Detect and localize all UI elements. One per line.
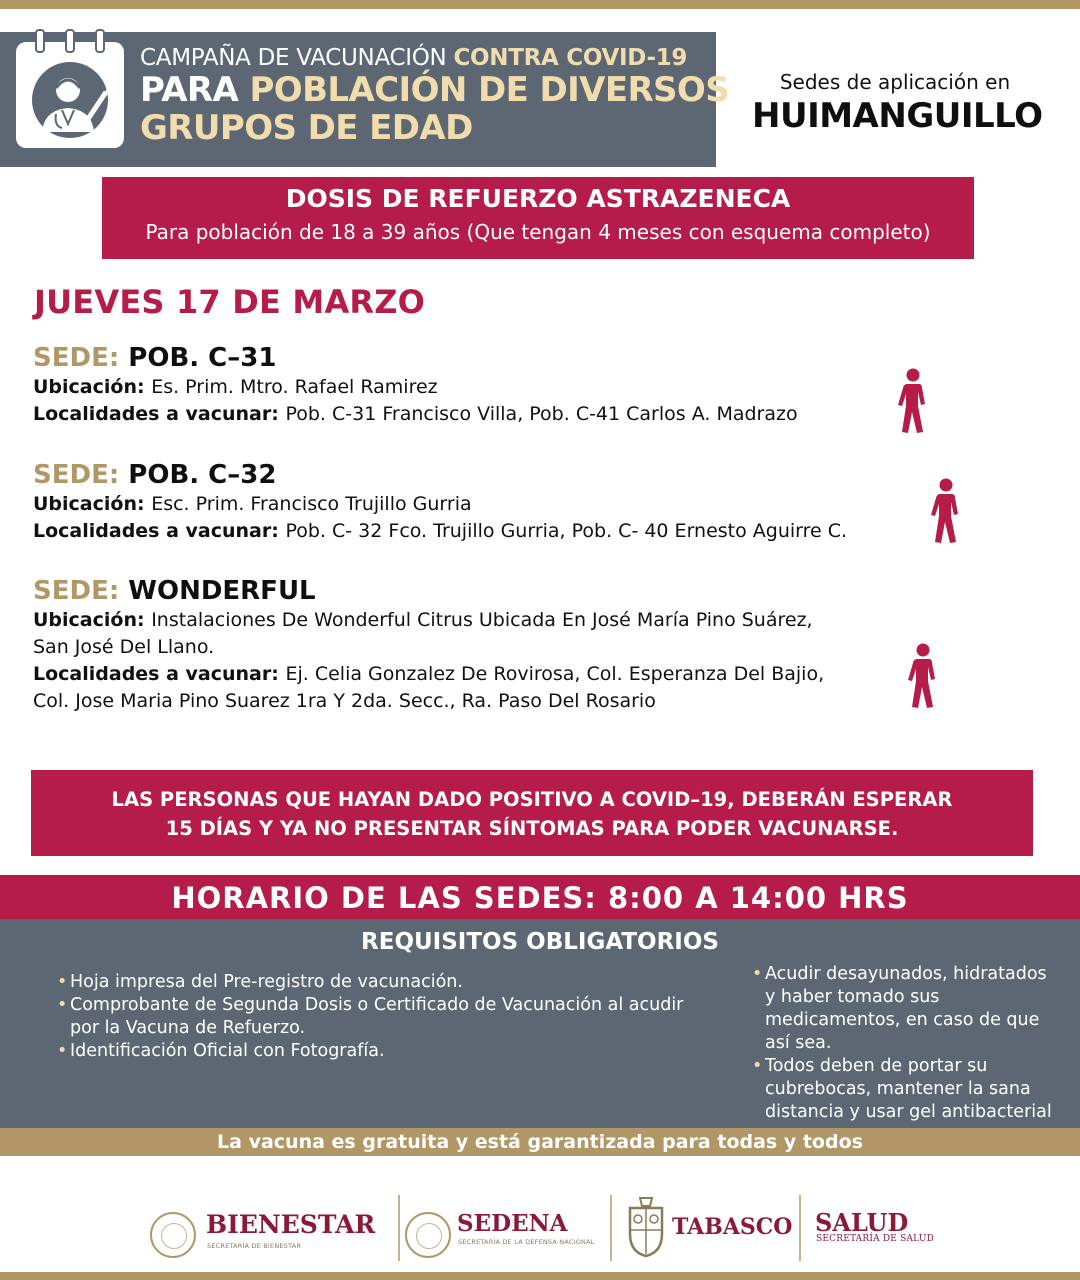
sede-block-c32 — [33, 459, 933, 545]
header-title-line-2 — [140, 70, 729, 110]
ubicacion-value: Instalaciones De Wonderful Citrus Ubicada En José María Pino Suárez, — [151, 609, 813, 631]
bienestar-logo — [150, 1196, 390, 1266]
localidades-label: Localidades a vacunar: — [33, 663, 286, 685]
ubicacion-label: Ubicación: — [33, 609, 152, 631]
localidades-label: Localidades a vacunar: — [33, 520, 286, 542]
sede-name: POB. C–31 — [128, 343, 277, 373]
header-title-line-3: GRUPOS DE EDAD — [140, 108, 473, 148]
sede-localidades — [33, 401, 933, 428]
requisitos-panel — [0, 919, 1080, 1128]
sede-label: SEDE: — [33, 460, 129, 490]
bienestar-subtitle: SECRETARÍA DE BIENESTAR — [207, 1242, 302, 1250]
sede-localidades-cont: Col. Jose Maria Pino Suarez 1ra Y 2da. Secc., Ra. Paso Del Rosario — [33, 690, 656, 712]
fecha-heading: JUEVES 17 DE MARZO — [34, 283, 426, 321]
requisito-item: • Identificación Oficial con Fotografía. — [57, 1040, 707, 1063]
gratuita-bar: La vacuna es gratuita y está garantizada para todas y todos — [0, 1128, 1080, 1156]
localidades-value: Pob. C- 32 Fco. Trujillo Gurria, Pob. C- 40 Ernesto Aguirre C. — [285, 520, 848, 542]
mexico-seal-icon — [150, 1212, 196, 1258]
ubicacion-label: Ubicación: — [33, 493, 152, 515]
horario-bar: HORARIO DE LAS SEDES: 8:00 A 14:00 HRS — [0, 875, 1080, 919]
sedena-name: SEDENA — [457, 1210, 568, 1237]
sede-ubicacion-cont: San José Del Llano. — [33, 636, 215, 658]
localidades-label: Localidades a vacunar: — [33, 403, 286, 425]
requisitos-title: REQUISITOS OBLIGATORIOS — [361, 929, 719, 955]
ubicacion-value: Esc. Prim. Francisco Trujillo Gurria — [151, 493, 472, 515]
top-gold-line — [0, 0, 1080, 9]
sede-label: SEDE: — [33, 343, 129, 373]
sedena-logo — [405, 1196, 605, 1266]
refuerzo-subtitle: Para población de 18 a 39 años (Que tengan 4 meses con esquema completo) — [145, 220, 931, 244]
sede-block-wonderful — [33, 575, 933, 715]
sede-ubicacion — [33, 374, 933, 401]
alert-line-1: LAS PERSONAS QUE HAYAN DADO POSITIVO A COVID–19, DEBERÁN ESPERAR — [111, 788, 953, 811]
localidades-value: Pob. C-31 Francisco Villa, Pob. C-41 Carlos A. Madrazo — [285, 403, 798, 425]
tabasco-logo — [626, 1196, 796, 1266]
sede-title — [33, 575, 933, 607]
ubicacion-label: Ubicación: — [33, 376, 152, 398]
sede-localidades — [33, 661, 933, 688]
walking-person-icon — [928, 478, 962, 546]
municipio-name: HUIMANGUILLO — [752, 96, 1043, 136]
header-title-para: PARA — [140, 70, 250, 110]
refuerzo-title: DOSIS DE REFUERZO ASTRAZENECA — [285, 184, 791, 213]
requisito-item: • Comprobante de Segunda Dosis o Certificado de Vacunación al acudir por la Vacuna de Refuerzo. — [57, 994, 707, 1040]
sedena-subtitle: SECRETARÍA DE LA DEFENSA NACIONAL — [458, 1238, 595, 1246]
covid-alert-banner — [31, 770, 1033, 856]
sede-name: WONDERFUL — [128, 576, 316, 606]
header-title-line-1 — [140, 45, 687, 71]
sede-localidades — [33, 518, 933, 545]
bottom-gold-line — [0, 1272, 1080, 1280]
sedes-label: Sedes de aplicación en — [779, 70, 1011, 94]
tabasco-name: TABASCO — [672, 1214, 793, 1240]
refuerzo-banner — [102, 177, 974, 259]
sede-label: SEDE: — [33, 576, 129, 606]
bienestar-name: BIENESTAR — [206, 1210, 376, 1239]
walking-person-icon — [905, 643, 939, 711]
logo-divider — [398, 1195, 400, 1261]
sede-ubicacion — [33, 607, 933, 634]
sede-title — [33, 342, 933, 374]
requisito-item: • Hoja impresa del Pre-registro de vacunación. — [57, 971, 707, 994]
mexico-seal-icon — [405, 1212, 451, 1258]
alert-line-2: 15 DÍAS Y YA NO PRESENTAR SÍNTOMAS PARA PODER VACUNARSE. — [165, 817, 899, 840]
calendar-doctor-vaccine-icon — [12, 28, 128, 156]
sede-name: POB. C–32 — [128, 460, 277, 490]
localidades-value: Ej. Celia Gonzalez De Rovirosa, Col. Esperanza Del Bajio, — [285, 663, 825, 685]
header-title-normal: CAMPAÑA DE VACUNACIÓN — [140, 45, 454, 71]
sede-block-c31 — [33, 342, 933, 428]
header-title-bold: CONTRA COVID-19 — [453, 45, 688, 71]
requisitos-list-right — [752, 963, 1052, 1124]
salud-name: SALUD — [815, 1208, 909, 1237]
requisito-item: • Acudir desayunados, hidratados y haber tomado sus medicamentos, en caso de que así sea. — [752, 963, 1052, 1055]
logo-divider — [799, 1195, 801, 1261]
sede-ubicacion — [33, 491, 933, 518]
requisitos-list-left — [57, 971, 707, 1063]
logo-divider — [610, 1195, 612, 1261]
walking-person-icon — [895, 368, 929, 436]
tabasco-shield-icon — [626, 1196, 666, 1258]
requisito-item: • Todos deben de portar su cubrebocas, mantener la sana distancia y usar gel antibacterial — [752, 1055, 1052, 1124]
salud-subtitle: SECRETARÍA DE SALUD — [816, 1234, 935, 1244]
ubicacion-value: Es. Prim. Mtro. Rafael Ramirez — [151, 376, 438, 398]
salud-logo — [815, 1196, 955, 1266]
sede-title — [33, 459, 933, 491]
header-title-highlight: POBLACIÓN DE DIVERSOS — [249, 70, 730, 110]
